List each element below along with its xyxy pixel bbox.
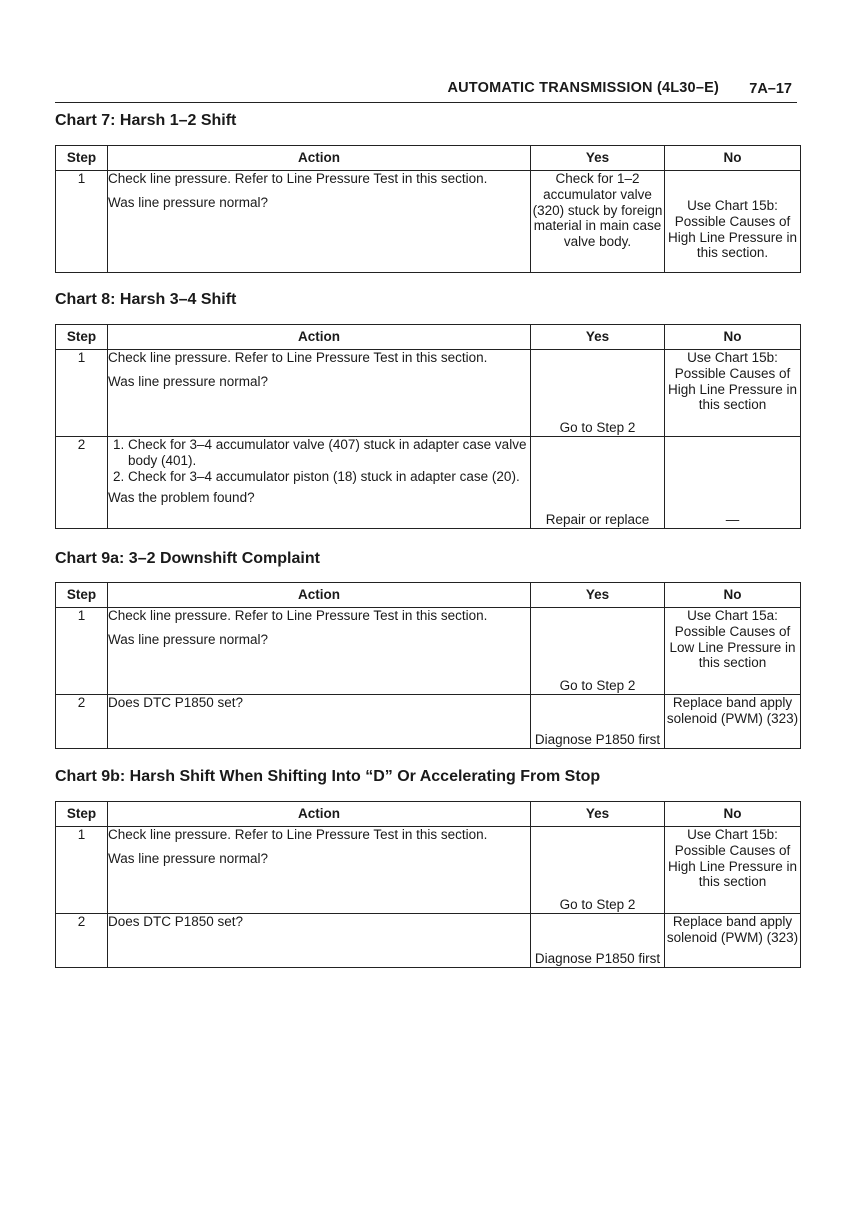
action-question: Was line pressure normal? <box>108 850 269 866</box>
action-header: Action <box>108 325 531 350</box>
action-cell <box>108 608 531 695</box>
no-result: Replace band apply solenoid (PWM) (323) <box>665 914 801 968</box>
table-row <box>56 350 801 437</box>
table-row <box>56 827 801 914</box>
no-result: Use Chart 15b: Possible Causes of High Line Pressure in this section. <box>665 171 801 273</box>
page-header <box>55 78 797 103</box>
yes-header: Yes <box>531 802 665 827</box>
table-header-row <box>56 802 801 827</box>
action-question: Does DTC P1850 set? <box>108 695 531 749</box>
action-header: Action <box>108 802 531 827</box>
action-text: Check line pressure. Refer to Line Pressure Test in this section. <box>108 171 488 186</box>
action-header: Action <box>108 583 531 608</box>
no-header: No <box>665 325 801 350</box>
yes-result: Go to Step 2 <box>531 608 665 695</box>
action-question: Was line pressure normal? <box>108 194 269 210</box>
chart9a-table <box>55 582 801 749</box>
no-result: Use Chart 15a: Possible Causes of Low Line Pressure in this section <box>665 608 801 695</box>
step-number: 1 <box>56 350 108 437</box>
yes-result: Check for 1–2 accumulator valve (320) stuck by foreign material in main case valve body. <box>531 171 665 273</box>
chart9a-title: Chart 9a: 3–2 Downshift Complaint <box>55 550 320 567</box>
action-text: Check line pressure. Refer to Line Pressure Test in this section. <box>108 350 488 365</box>
step-header: Step <box>56 583 108 608</box>
no-result: — <box>665 437 801 529</box>
action-text: Check line pressure. Refer to Line Pressure Test in this section. <box>108 608 488 623</box>
yes-header: Yes <box>531 146 665 171</box>
action-question: Was the problem found? <box>108 490 255 506</box>
action-list <box>108 437 530 484</box>
action-header: Action <box>108 146 531 171</box>
table-header-row <box>56 583 801 608</box>
table-row <box>56 171 801 273</box>
chart8-title: Chart 8: Harsh 3–4 Shift <box>55 291 237 308</box>
no-header: No <box>665 146 801 171</box>
no-result: Replace band apply solenoid (PWM) (323) <box>665 695 801 749</box>
step-number: 2 <box>56 437 108 529</box>
table-header-row <box>56 325 801 350</box>
action-question: Was line pressure normal? <box>108 373 269 389</box>
step-number: 1 <box>56 171 108 273</box>
chart7-title: Chart 7: Harsh 1–2 Shift <box>55 112 237 129</box>
no-result: Use Chart 15b: Possible Causes of High Line Pressure in this section <box>665 827 801 914</box>
yes-result: Diagnose P1850 first <box>531 914 665 968</box>
section-title: AUTOMATIC TRANSMISSION (4L30–E) <box>447 80 719 96</box>
action-cell <box>108 350 531 437</box>
no-header: No <box>665 802 801 827</box>
action-text: Check line pressure. Refer to Line Pressure Test in this section. <box>108 827 488 842</box>
no-result: Use Chart 15b: Possible Causes of High Line Pressure in this section <box>665 350 801 437</box>
list-item: 1. Check for 3–4 accumulator valve (407) stuck in adapter case valve body (401). <box>128 437 530 469</box>
table-row <box>56 608 801 695</box>
action-cell <box>108 437 531 529</box>
chart8-table <box>55 324 801 529</box>
step-header: Step <box>56 146 108 171</box>
yes-result: Go to Step 2 <box>531 827 665 914</box>
yes-result: Diagnose P1850 first <box>531 695 665 749</box>
table-row <box>56 437 801 529</box>
table-header-row <box>56 146 801 171</box>
yes-header: Yes <box>531 583 665 608</box>
yes-result: Repair or replace <box>531 437 665 529</box>
step-number: 1 <box>56 827 108 914</box>
step-header: Step <box>56 325 108 350</box>
step-header: Step <box>56 802 108 827</box>
action-cell <box>108 827 531 914</box>
table-row <box>56 695 801 749</box>
chart9b-title: Chart 9b: Harsh Shift When Shifting Into “D” Or Accelerating From Stop <box>55 768 601 785</box>
step-number: 2 <box>56 914 108 968</box>
chart7-table <box>55 145 801 273</box>
no-header: No <box>665 583 801 608</box>
action-cell <box>108 171 531 273</box>
yes-result: Go to Step 2 <box>531 350 665 437</box>
chart9b-table <box>55 801 801 968</box>
table-row <box>56 914 801 968</box>
step-number: 1 <box>56 608 108 695</box>
list-item: 2. Check for 3–4 accumulator piston (18) stuck in adapter case (20). <box>128 469 530 485</box>
action-question: Does DTC P1850 set? <box>108 914 531 968</box>
yes-header: Yes <box>531 325 665 350</box>
step-number: 2 <box>56 695 108 749</box>
action-question: Was line pressure normal? <box>108 631 269 647</box>
page-number: 7A–17 <box>749 81 792 97</box>
